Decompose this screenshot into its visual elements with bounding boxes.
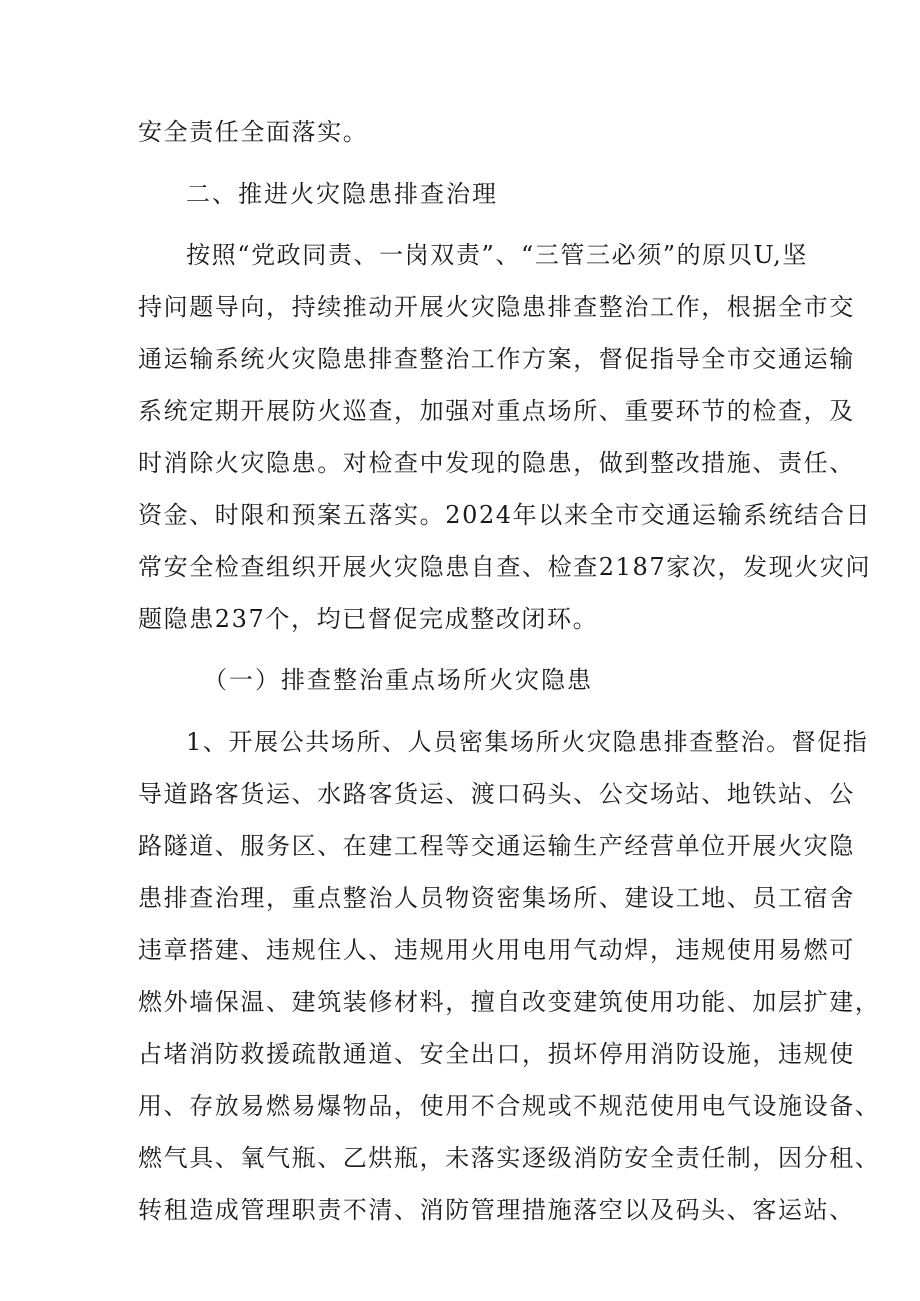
text-line <box>0 336 920 382</box>
section-heading <box>0 171 920 217</box>
text-line <box>0 823 920 869</box>
heading-text: 二、推进火灾隐患排查治理 <box>186 180 498 208</box>
line-text: 导道路客货运、水路客货运、渡口码头、公交场站、地铁站、公 <box>138 780 855 808</box>
line-text: 燃气具、氧气瓶、乙烘瓶，未落实逐级消防安全责任制，因分租、 <box>138 1144 881 1172</box>
line-text: 安全责任全面落实。 <box>138 118 369 146</box>
text-line <box>0 927 920 973</box>
text-line <box>0 1083 920 1129</box>
line-text: 持问题导向，持续推动开展火灾隐患排查整治工作，根据全市交 <box>138 293 855 321</box>
line-text: 通运输系统火灾隐患排查整治工作方案，督促指导全市交通运输 <box>138 345 855 373</box>
line-text: 常安全检查组织开展火灾隐患自查、检查2187家次，发现火灾问 <box>138 553 872 581</box>
line-text: 1、开展公共场所、人员密集场所火灾隐患排查整治。督促指 <box>186 728 869 756</box>
line-text: 时消除火灾隐患。对检查中发现的隐患，做到整改措施、责任、 <box>138 449 855 477</box>
heading-text: （一）排查整治重点场所火灾隐患 <box>203 666 593 694</box>
text-line <box>0 979 920 1025</box>
subsection-heading <box>0 657 920 703</box>
line-text: 路隧道、服务区、在建工程等交通运输生产经营单位开展火灾隐 <box>138 832 855 860</box>
text-line <box>0 513 920 581</box>
line-text: 转租造成管理职责不清、消防管理措施落空以及码头、客运站、 <box>138 1196 855 1224</box>
text-line <box>0 1135 920 1181</box>
line-text: 系统定期开展防火巡查，加强对重点场所、重要环节的检查，及 <box>138 397 855 425</box>
text-line <box>0 440 920 486</box>
line-text: 违章搭建、违规住人、违规用火用电用气动焊，违规使用易燃可 <box>138 936 855 964</box>
text-line <box>0 109 920 155</box>
text-line <box>0 284 920 330</box>
line-text: 患排查治理，重点整治人员物资密集场所、建设工地、员工宿舍 <box>138 884 855 912</box>
text-line <box>0 232 920 278</box>
text-line <box>0 596 920 642</box>
line-text: 题隐患237个，均已督促完成整改闭环。 <box>138 605 599 633</box>
text-line <box>0 1031 920 1077</box>
text-line <box>0 1187 920 1233</box>
line-text: 燃外墙保温、建筑装修材料，擅自改变建筑使用功能、加层扩建， <box>138 988 881 1016</box>
text-line <box>0 771 920 817</box>
text-line <box>0 388 920 434</box>
line-text: 用、存放易燃易爆物品，使用不合规或不规范使用电气设施设备、 <box>138 1092 881 1120</box>
line-text: 按照“党政同责、一岗双责”、“三管三必须”的原贝U,坚 <box>186 241 808 269</box>
text-line <box>0 719 920 765</box>
line-text: 占堵消防救援疏散通道、安全出口，损坏停用消防设施，违规使 <box>138 1040 855 1068</box>
line-text: 资金、时限和预案五落实。2024年以来全市交通运输系统结合日 <box>138 501 872 529</box>
text-line <box>0 875 920 921</box>
